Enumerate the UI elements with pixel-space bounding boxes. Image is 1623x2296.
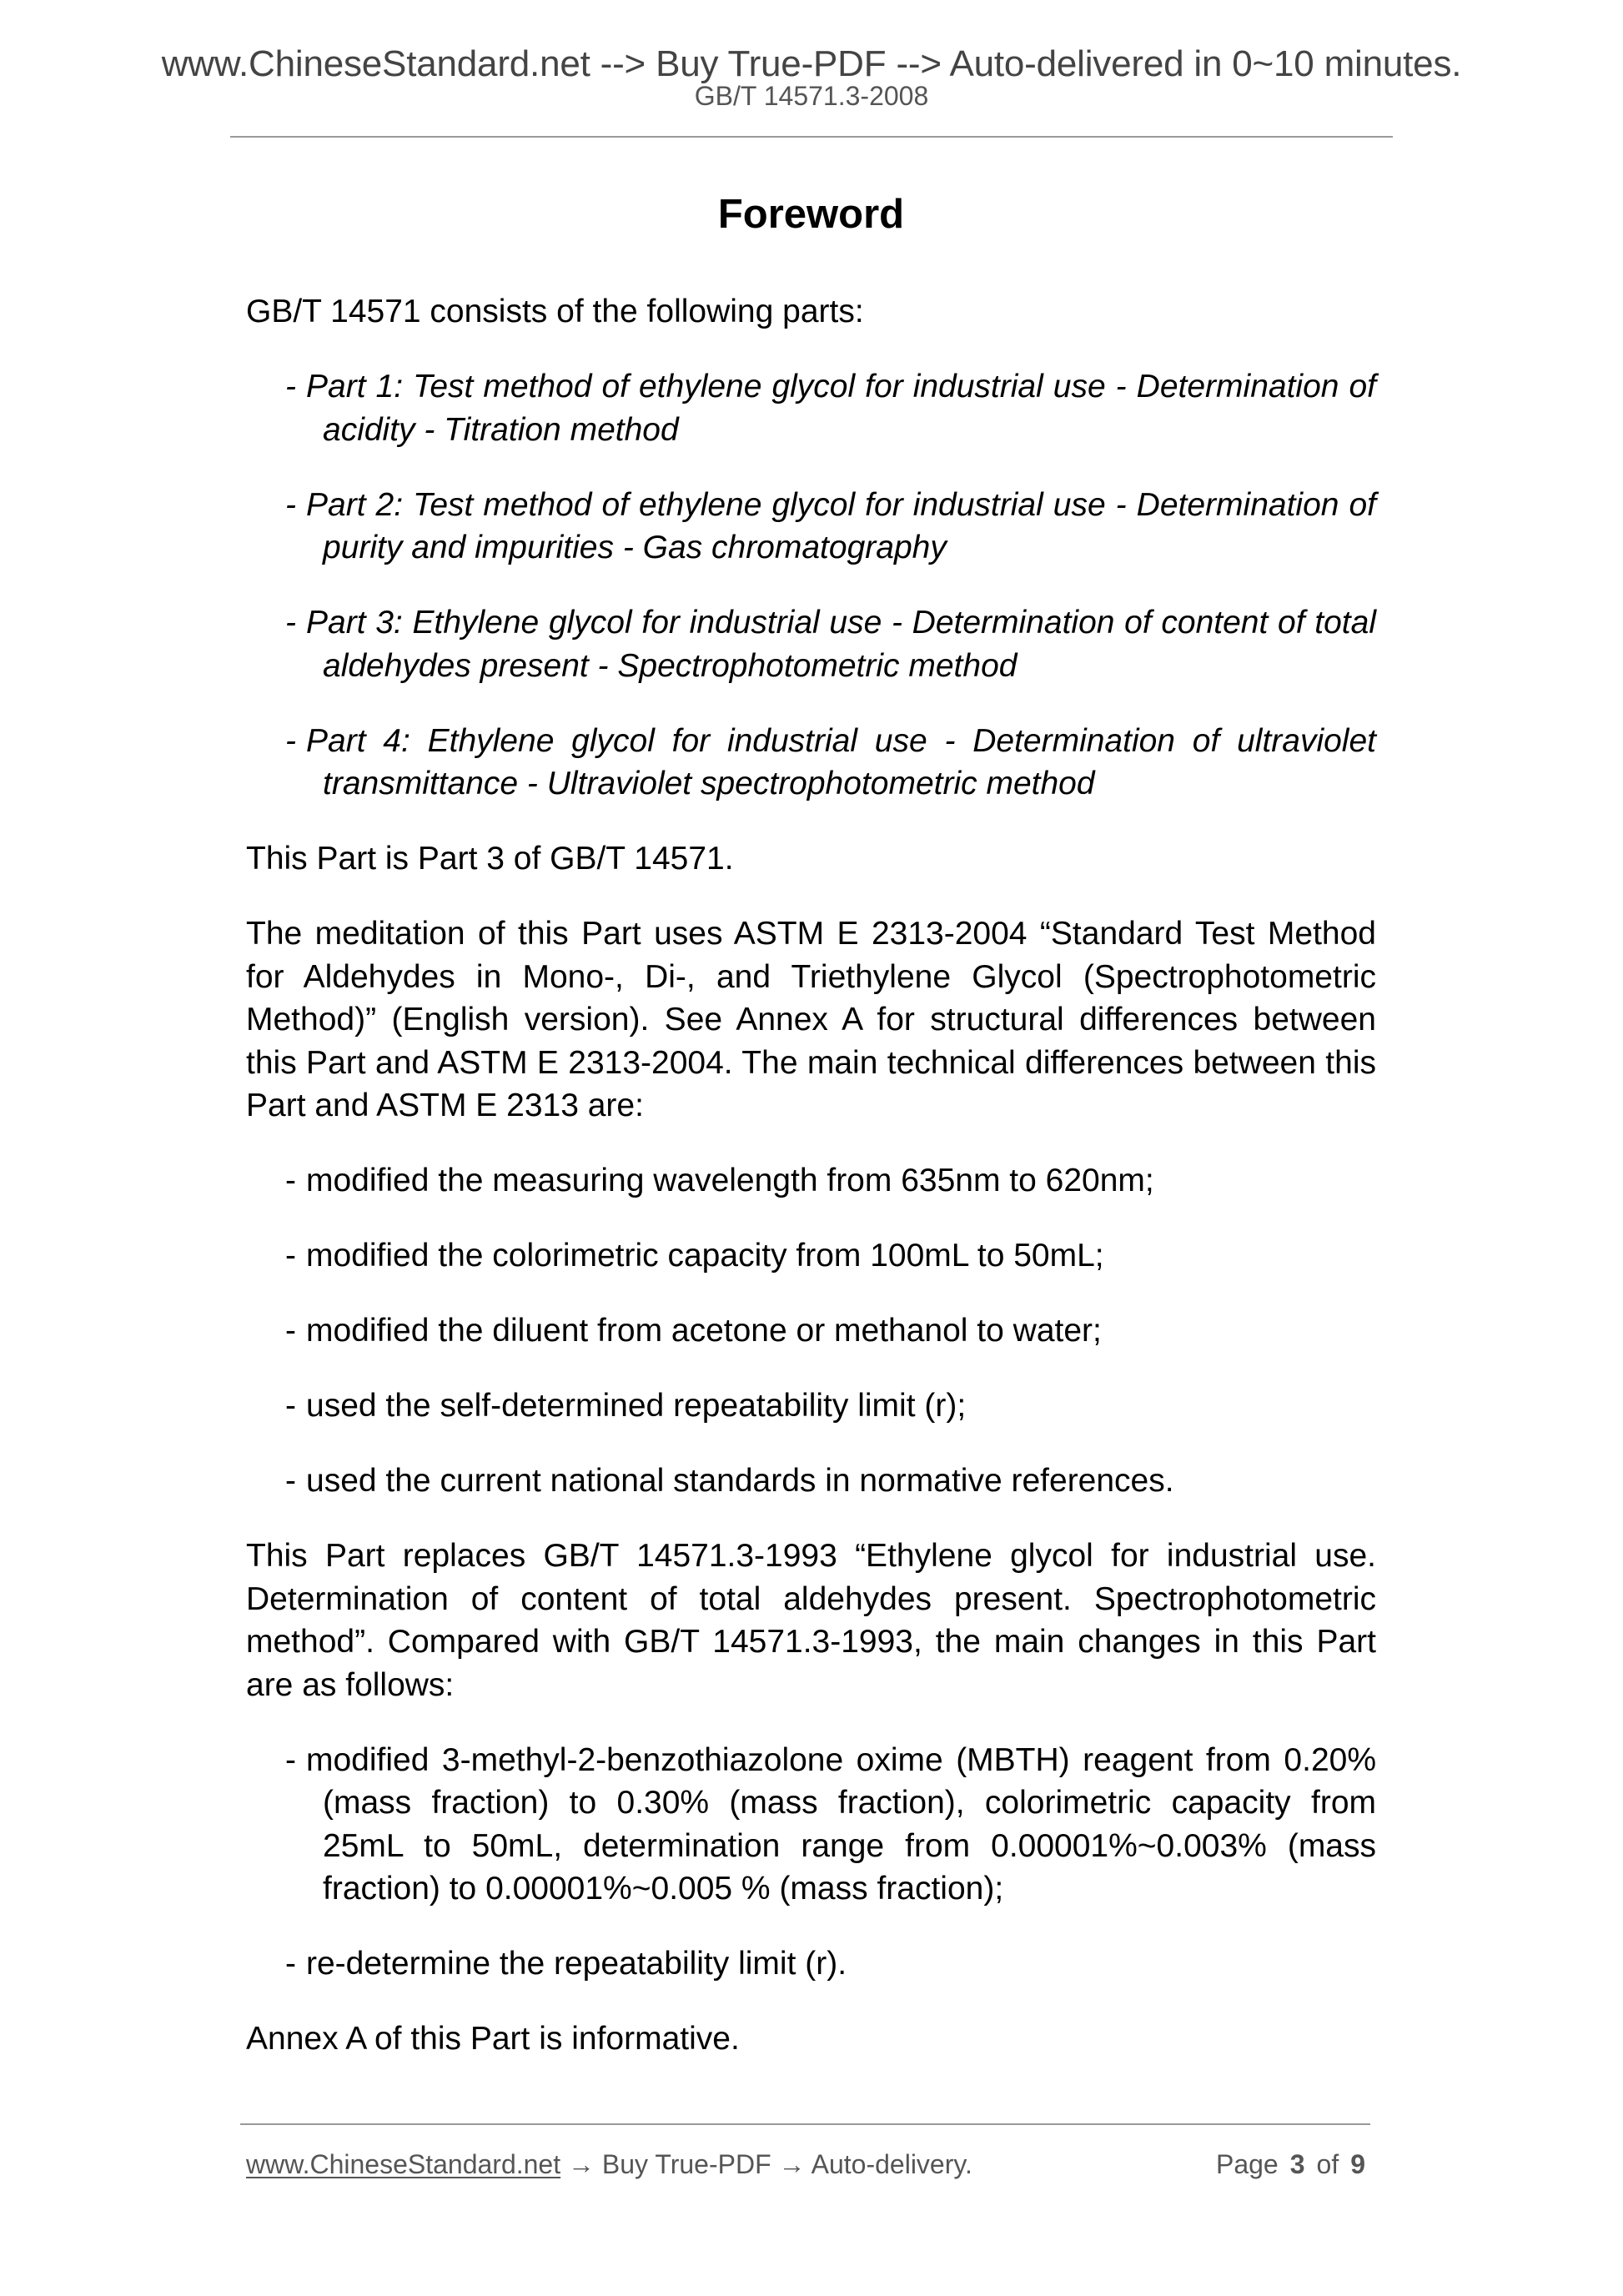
change-list-item xyxy=(246,1942,1376,1986)
delivery-text: Auto-delivery. xyxy=(811,2149,972,2179)
difference-text: modified the colorimetric capacity from 100mL to 50mL; xyxy=(306,1238,1104,1274)
total-pages: 9 xyxy=(1350,2149,1365,2179)
current-page: 3 xyxy=(1289,2149,1305,2179)
bullet-dash: - xyxy=(285,1313,296,1349)
bullet-dash: - xyxy=(285,1238,296,1274)
bullet-dash: - xyxy=(285,722,296,759)
annex-note: Annex A of this Part is informative. xyxy=(246,2021,740,2057)
part-text: Part 4: Ethylene glycol for industrial use - Determination of ultraviolet transmittance - Ultraviolet spectrophotometric method xyxy=(306,722,1376,801)
replaces-paragraph: This Part replaces GB/T 14571.3-1993 “Ethylene glycol for industrial use. Determination of content of total aldehydes present. Spectrophotometric method”. Compared with GB/T 14571.3-1993, the main changes in this Part are as follows: xyxy=(246,1538,1376,1703)
change-text: modified 3-methyl-2-benzothiazolone oxime (MBTH) reagent from 0.20% (mass fraction) to 0.30% (mass fraction), colorimetric capacity from 25mL to 50mL, determination range from 0.00001%~0.003% (mass fraction) to 0.00001%~0.005 % (mass fraction); xyxy=(306,1741,1376,1907)
intro-paragraph: GB/T 14571 consists of the following parts: xyxy=(246,294,864,329)
part-list-item xyxy=(246,720,1376,806)
bullet-dash: - xyxy=(285,1741,296,1778)
bullet-dash: - xyxy=(285,369,296,404)
buy-text: Buy True-PDF xyxy=(601,2149,771,2179)
bullet-dash: - xyxy=(285,486,296,523)
footer-promo xyxy=(246,2149,972,2179)
difference-text: used the current national standards in normative references. xyxy=(306,1463,1174,1499)
page-label: Page xyxy=(1215,2149,1279,2179)
bullet-dash: - xyxy=(285,1463,296,1499)
bullet-dash: - xyxy=(285,1388,296,1424)
part-statement: This Part is Part 3 of GB/T 14571. xyxy=(246,841,734,877)
difference-list-item xyxy=(246,1234,1376,1278)
page-of-label: of xyxy=(1316,2149,1339,2179)
page-title: Foreword xyxy=(717,192,905,237)
part-list-item xyxy=(246,484,1376,570)
change-list-item xyxy=(246,1739,1376,1911)
difference-list-item xyxy=(246,1159,1376,1203)
part-text: Part 1: Test method of ethylene glycol for industrial use - Determination of acidity - Titration method xyxy=(306,369,1376,448)
difference-text: used the self-determined repeatability limit (r); xyxy=(306,1388,967,1424)
bullet-dash: - xyxy=(285,1163,296,1198)
footer-divider xyxy=(240,2123,1370,2125)
part-text: Part 3: Ethylene glycol for industrial use - Determination of content of total aldehydes present - Spectrophotometric method xyxy=(306,605,1376,684)
part-text: Part 2: Test method of ethylene glycol for industrial use - Determination of purity and impurities - Gas chromatography xyxy=(306,486,1376,565)
website-link[interactable]: www.ChineseStandard.net xyxy=(246,2149,561,2179)
difference-list-item xyxy=(246,1309,1376,1353)
bullet-dash: - xyxy=(285,1946,296,1982)
arrow-right-icon: → xyxy=(778,2149,806,2179)
difference-text: modified the measuring wavelength from 635nm to 620nm; xyxy=(306,1163,1154,1198)
part-list-item xyxy=(246,601,1376,687)
difference-list-item xyxy=(246,1384,1376,1428)
header-divider xyxy=(230,136,1393,138)
standard-id: GB/T 14571.3-2008 xyxy=(694,81,929,111)
arrow-right-icon: → xyxy=(568,2149,595,2179)
change-text: re-determine the repeatability limit (r). xyxy=(306,1946,847,1982)
difference-text: modified the diluent from acetone or methanol to water; xyxy=(306,1313,1102,1349)
difference-list-item xyxy=(246,1459,1376,1503)
bullet-dash: - xyxy=(285,605,296,641)
header-banner: www.ChineseStandard.net --> Buy True-PDF --> Auto-delivered in 0~10 minutes. xyxy=(161,43,1462,84)
document-body xyxy=(246,290,1376,2093)
part-list-item xyxy=(246,365,1376,451)
page-indicator xyxy=(1216,2149,1365,2179)
astm-paragraph: The meditation of this Part uses ASTM E 2313-2004 “Standard Test Method for Aldehydes in Mono-, Di-, and Triethylene Glycol (Spectrophotometric Method)” (English version). See Annex A for structural differences between this Part and ASTM E 2313-2004. The main technical differences between this Part and ASTM E 2313 are: xyxy=(246,916,1376,1123)
